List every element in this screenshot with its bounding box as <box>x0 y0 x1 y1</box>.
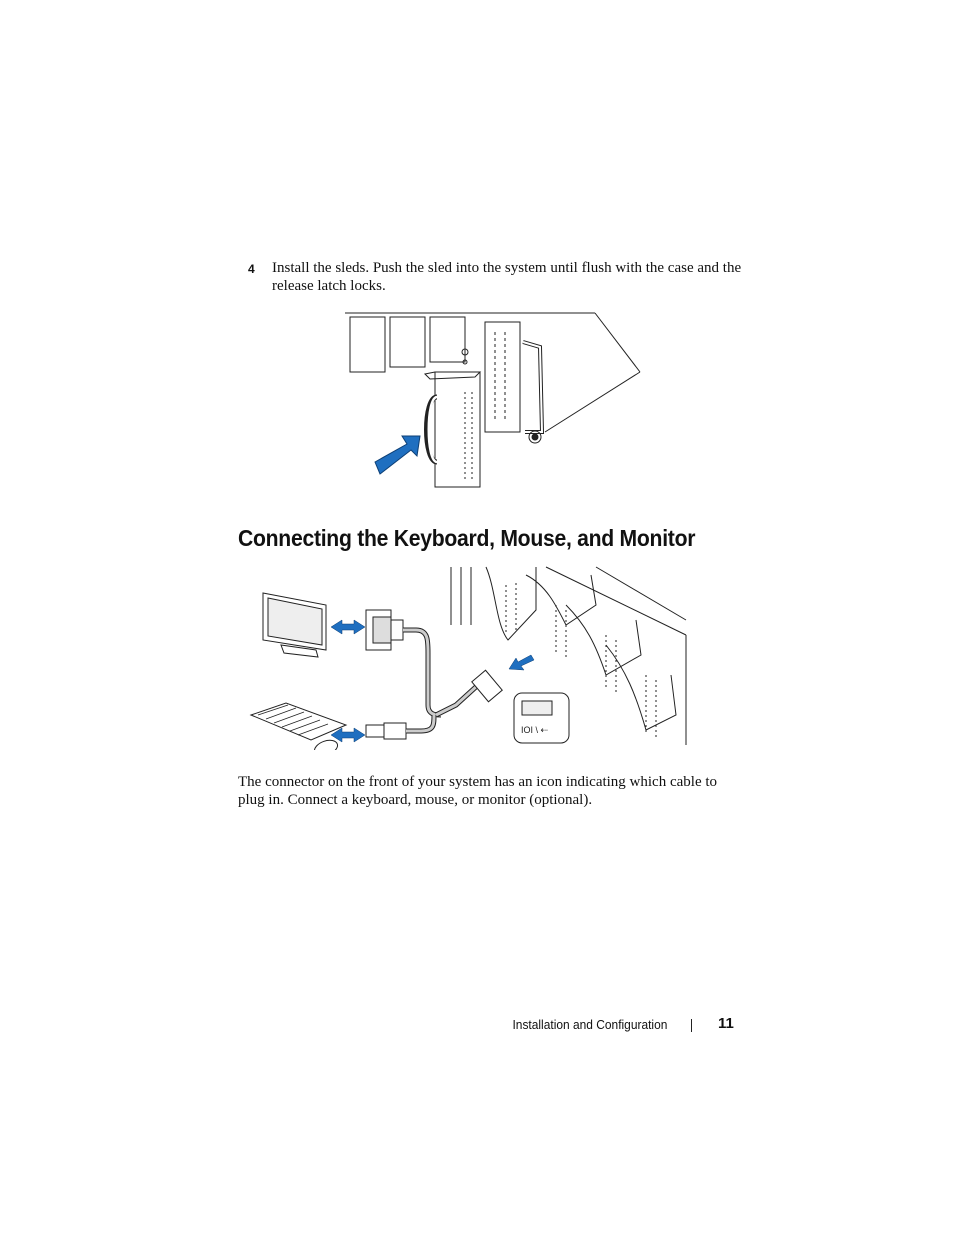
footer-divider <box>691 1019 692 1032</box>
footer-section-title: Installation and Configuration <box>512 1017 667 1032</box>
page-number: 11 <box>718 1015 734 1032</box>
svg-text:IOI \ ⇠: IOI \ ⇠ <box>521 725 549 735</box>
sled-install-illustration <box>345 312 645 490</box>
kvm-connection-illustration <box>246 565 690 750</box>
section-heading: Connecting the Keyboard, Mouse, and Monitor <box>238 525 696 551</box>
connector-paragraph: The connector on the front of your system has an icon indicating which cable to plug in. Connect a keyboard, mouse, or monitor (optional). <box>238 774 718 808</box>
step-text: Install the sleds. Push the sled into the system until flush with the case and the release latch locks. <box>272 260 742 294</box>
step-4 <box>248 259 748 295</box>
step-number: 4 <box>248 262 255 276</box>
